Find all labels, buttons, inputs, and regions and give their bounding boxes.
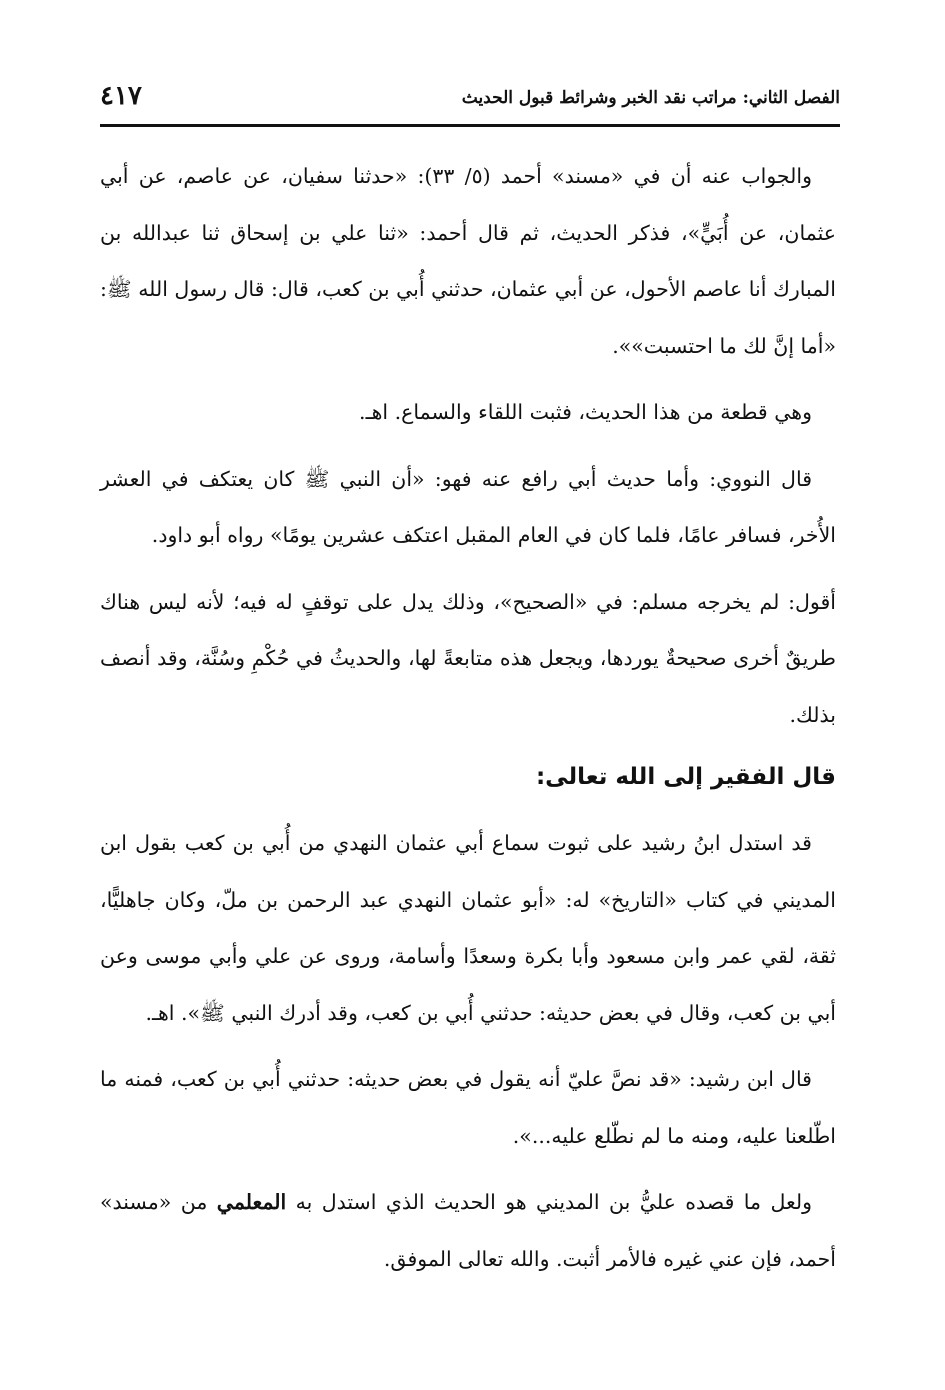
- paragraph-7: [100, 1174, 836, 1287]
- body-text: [100, 148, 836, 1297]
- paragraph-6: قال ابن رشيد: «قد نصَّ عليّ أنه يقول في بعض حديثه: حدثني أُبي بن كعب، فمنه ما اطّلعنا عليه، ومنه ما لم نطّلع عليه...».: [100, 1067, 836, 1148]
- paragraph-4: أقول: لم يخرجه مسلم: في «الصحيح»، وذلك يدل على توقفٍ له فيه؛ لأنه ليس هناك طريقٌ أخرى صحيحةٌ يوردها، ويجعل هذه متابعةً لها، والحديثُ في حُكْمِ وسُنَّة، وقد أنصف بذلك.: [100, 589, 836, 727]
- paragraph-5: قد استدل ابنُ رشيد على ثبوت سماع أبي عثمان النهدي من أُبي بن كعب بقول ابن المديني في كتاب «التاريخ» له: «أبو عثمان النهدي عبد الرحمن بن ملّ، وكان جاهليًّا، ثقة، لقي عمر وابن مسعود وأبا بكرة وسعدًا وأسامة، وروى عن علي وأبي موسى وعن أبي بن كعب، وقال في بعض حديثه: حدثني أُبي بن كعب، وقد أدرك النبي ﷺ». اهـ.: [100, 831, 836, 1025]
- page-header: [100, 78, 840, 122]
- paragraph-1: والجواب عنه أن في «مسند» أحمد (٥/ ٣٣): «حدثنا سفيان، عن عاصم، عن أبي عثمان، عن أُبَيٍّ»، فذكر الحديث، ثم قال أحمد: «ثنا علي بن إسحاق ثنا عبدالله بن المبارك أنا عاصم الأحول، عن أبي عثمان، حدثني أُبي بن كعب، قال: قال رسول الله ﷺ: «أما إنَّ لك ما احتسبت»».: [100, 164, 836, 358]
- paragraph-3: قال النووي: وأما حديث أبي رافع عنه فهو: «أن النبي ﷺ كان يعتكف في العشر الأُخر، فسافر عامًا، فلما كان في العام المقبل اعتكف عشرين يومًا» رواه أبو داود.: [100, 466, 836, 547]
- section-heading: قال الفقير إلى الله تعالى:: [535, 764, 836, 790]
- paragraph-2: وهي قطعة من هذا الحديث، فثبت اللقاء والسماع. اهـ.: [359, 400, 812, 424]
- running-title: الفصل الثاني: مراتب نقد الخبر وشرائط قبول الحديث: [461, 88, 840, 108]
- paragraph-7-end: من «مسند» أحمد، فإن عني غيره فالأمر أثبت. والله تعالى الموفق.: [100, 1190, 836, 1271]
- author-name-bold: المعلمي: [216, 1190, 287, 1214]
- header-rule: [100, 124, 840, 127]
- paragraph-7-start: ولعل ما قصده عليُّ بن المديني هو الحديث الذي استدل به: [286, 1190, 813, 1214]
- page-number: ٤١٧: [100, 81, 142, 111]
